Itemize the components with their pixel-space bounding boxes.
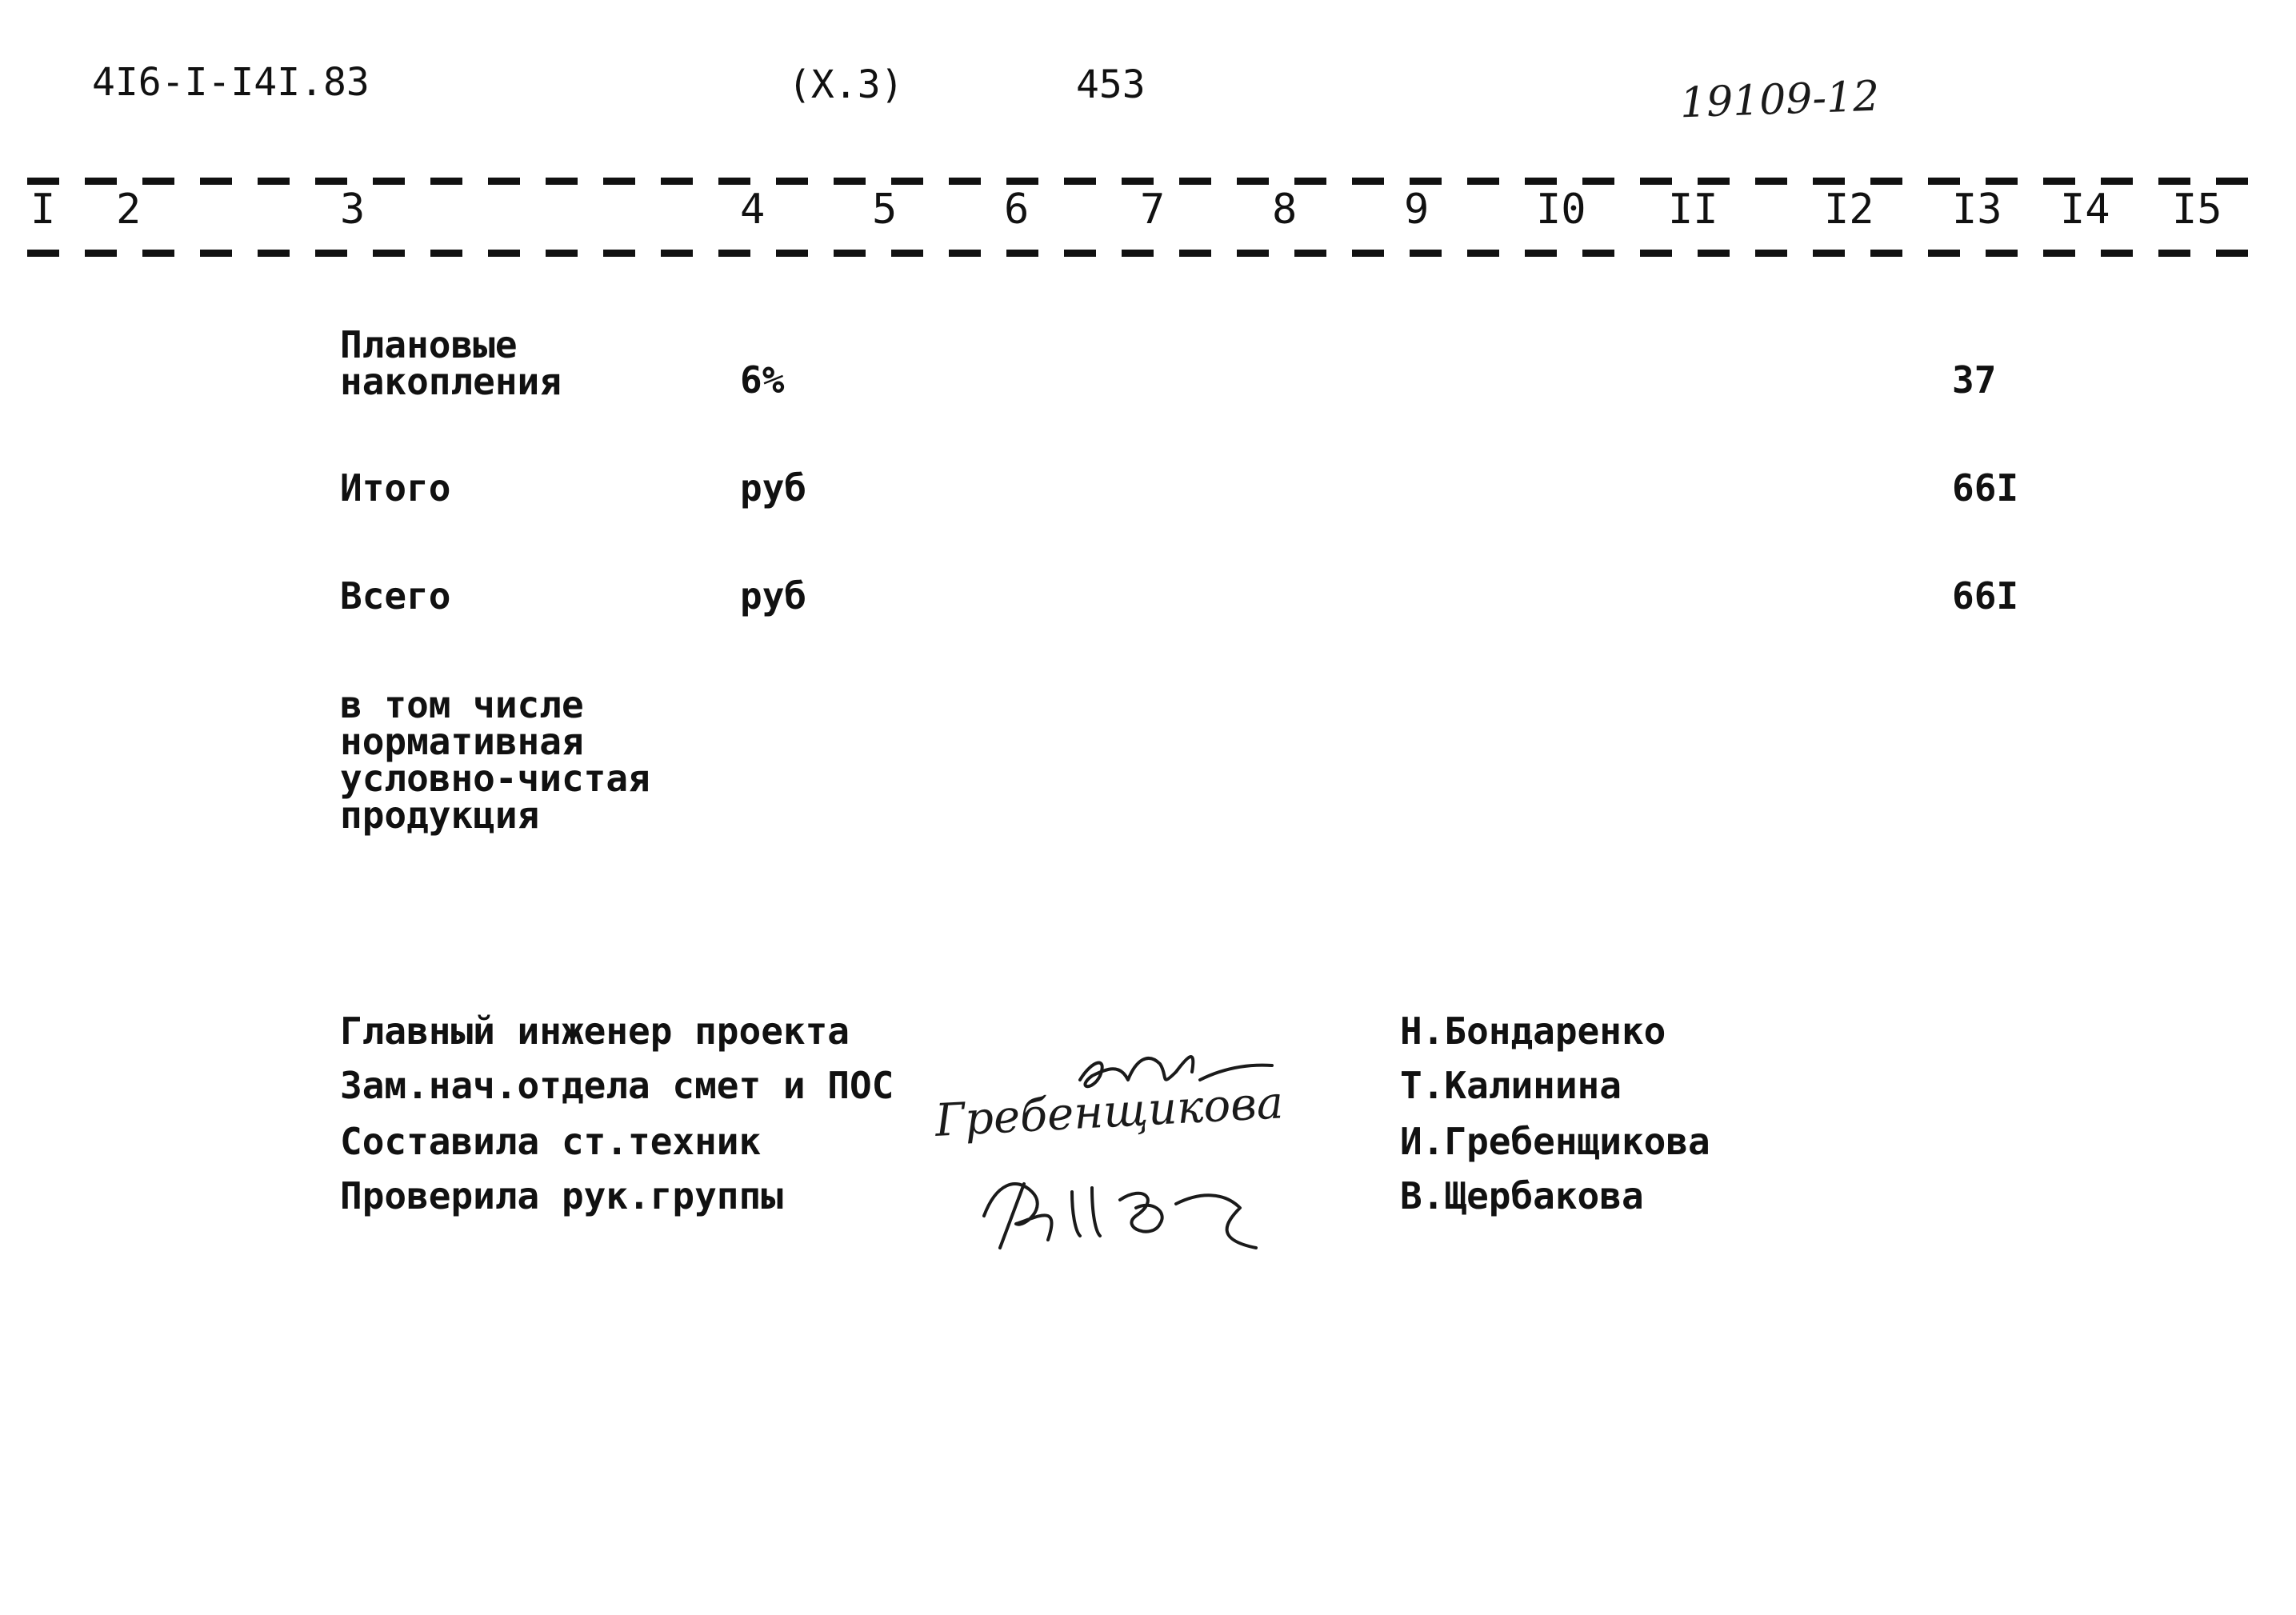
row-unit: руб	[740, 574, 807, 618]
row-label: в том числе нормативная условно-чистая продукция	[340, 683, 650, 837]
row-amount: 37	[1952, 358, 1997, 402]
document-code: 4I6-I-I4I.83	[92, 60, 370, 105]
signatory-name: В.Щербакова	[1400, 1174, 1644, 1217]
column-number: 7	[1140, 186, 1166, 234]
handwritten-signature-text: Гребенщикова	[934, 1077, 1285, 1147]
column-number: 2	[116, 186, 142, 234]
column-number: 4	[740, 186, 766, 234]
signatory-name: И.Гребенщикова	[1400, 1120, 1710, 1163]
column-number: 9	[1404, 186, 1430, 234]
column-number: I	[30, 186, 56, 234]
signature-stroke	[984, 1184, 1256, 1248]
signatory-name: Т.Калинина	[1400, 1064, 1622, 1107]
bottom-dashed-rule	[27, 250, 2267, 257]
column-number: I0	[1536, 186, 1586, 234]
row-amount: 66I	[1952, 466, 2019, 510]
handwritten-reference: 19109-12	[1679, 72, 1881, 128]
row-amount: 66I	[1952, 574, 2019, 618]
row-label: Плановые накопления	[340, 323, 562, 403]
page-number: 453	[1076, 62, 1146, 107]
signatory-role: Зам.нач.отдела смет и ПОС	[340, 1064, 894, 1107]
top-dashed-rule	[27, 178, 2267, 185]
signatory-role: Проверила рук.группы	[340, 1174, 783, 1217]
column-number: I2	[1824, 186, 1874, 234]
signatory-role: Главный инженер проекта	[340, 1009, 850, 1053]
section-code: (X.3)	[788, 62, 904, 107]
signatory-name: Н.Бондаренко	[1400, 1009, 1666, 1053]
column-number: I4	[2060, 186, 2110, 234]
column-number: 6	[1004, 186, 1030, 234]
signatory-role: Составила ст.техник	[340, 1120, 762, 1163]
column-number: I3	[1952, 186, 2002, 234]
column-number: 3	[340, 186, 366, 234]
row-unit: руб	[740, 466, 807, 510]
row-label: Итого	[340, 466, 451, 510]
column-number: II	[1668, 186, 1718, 234]
column-number: 5	[872, 186, 898, 234]
column-number: 8	[1272, 186, 1298, 234]
column-number: I5	[2172, 186, 2222, 234]
row-label: Всего	[340, 574, 451, 618]
row-unit: 6%	[740, 358, 785, 402]
handwritten-signatures	[920, 1032, 1336, 1280]
